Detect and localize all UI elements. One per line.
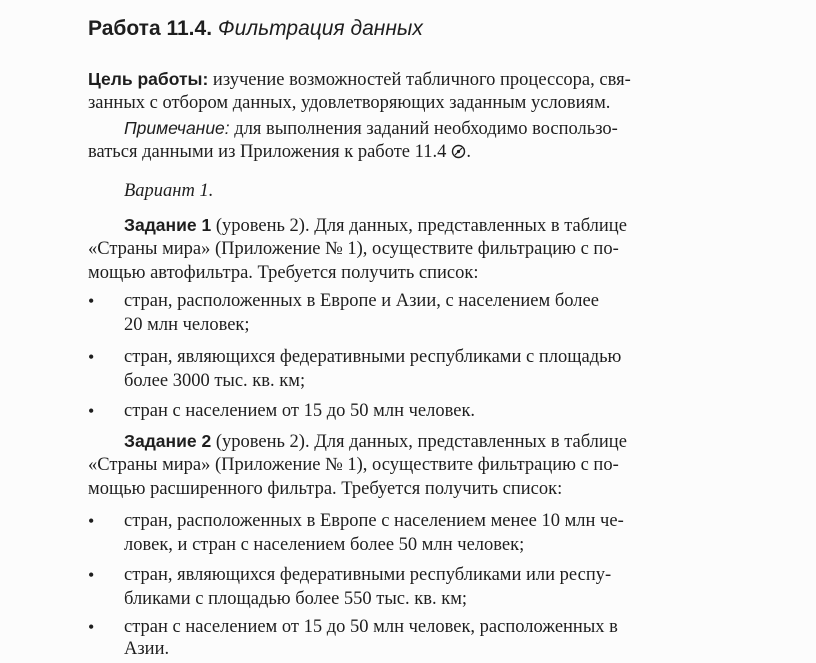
task2-line-2: «Страны мира» (Приложение № 1), осуществите фильтрацию с по- [88, 455, 619, 475]
task2-item-3-bullet: • [88, 617, 95, 637]
page-title [88, 14, 423, 44]
task2-item-3-line-2: Азии. [124, 639, 170, 659]
task1-item-2-line-2: более 3000 тыс. кв. км; [124, 371, 306, 391]
task2-item-2-bullet: • [88, 565, 95, 585]
note-line-1 [124, 117, 618, 141]
variant-heading: Вариант 1. [124, 181, 214, 201]
goal-line-1 [88, 68, 631, 92]
task2-line-3: мощью расширенного фильтра. Требуется получить список: [88, 479, 563, 499]
goal-text-1: изучение возможностей табличного процессора, свя- [212, 70, 631, 90]
task2-item-1-bullet: • [88, 511, 95, 531]
title-number: Работа 11.4. [88, 17, 213, 40]
task1-line-2: «Страны мира» (Приложение № 1), осуществите фильтрацию с по- [88, 239, 619, 259]
note-text-2: ваться данными из Приложения к работе 11.4 [88, 142, 447, 162]
task2-item-1-line-2: ловек, и стран с населением более 50 млн человек; [124, 535, 525, 555]
disk-icon [451, 143, 466, 166]
task2-line-1 [124, 430, 627, 454]
task1-line-1 [124, 214, 627, 238]
task2-item-3-line-1: стран с населением от 15 до 50 млн человек, расположенных в [124, 617, 618, 637]
task2-text-1: (уровень 2). Для данных, представленных в таблице [215, 432, 627, 452]
task1-item-1-bullet: • [88, 291, 95, 311]
task2-item-2-line-1: стран, являющихся федеративными республиками или респу- [124, 565, 612, 585]
task1-text-1: (уровень 2). Для данных, представленных в таблице [215, 216, 627, 236]
goal-line-2: занных с отбором данных, удовлетворяющих заданным условиям. [88, 93, 611, 113]
goal-label: Цель работы: [88, 69, 209, 89]
task1-label: Задание 1 [124, 215, 212, 235]
task2-label: Задание 2 [124, 431, 212, 451]
task2-item-2-line-2: бликами с площадью более 550 тыс. кв. км; [124, 589, 468, 609]
task2-item-1-line-1: стран, расположенных в Европе с населением менее 10 млн че- [124, 511, 624, 531]
note-label: Примечание: [124, 118, 230, 138]
title-name: Фильтрация данных [217, 17, 423, 40]
task1-item-3-line-1: стран с населением от 15 до 50 млн человек. [124, 401, 476, 421]
task1-line-3: мощью автофильтра. Требуется получить список: [88, 263, 479, 283]
note-text-1: для выполнения заданий необходимо воспользо- [234, 119, 618, 139]
task1-item-3-bullet: • [88, 401, 95, 421]
task1-item-1-line-1: стран, расположенных в Европе и Азии, с населением более [124, 291, 599, 311]
note-line-2 [88, 141, 471, 166]
note-end: . [466, 142, 471, 162]
task1-item-1-line-2: 20 млн человек; [124, 315, 250, 335]
task1-item-2-line-1: стран, являющихся федеративными республиками с площадью [124, 347, 622, 367]
task1-item-2-bullet: • [88, 347, 95, 367]
